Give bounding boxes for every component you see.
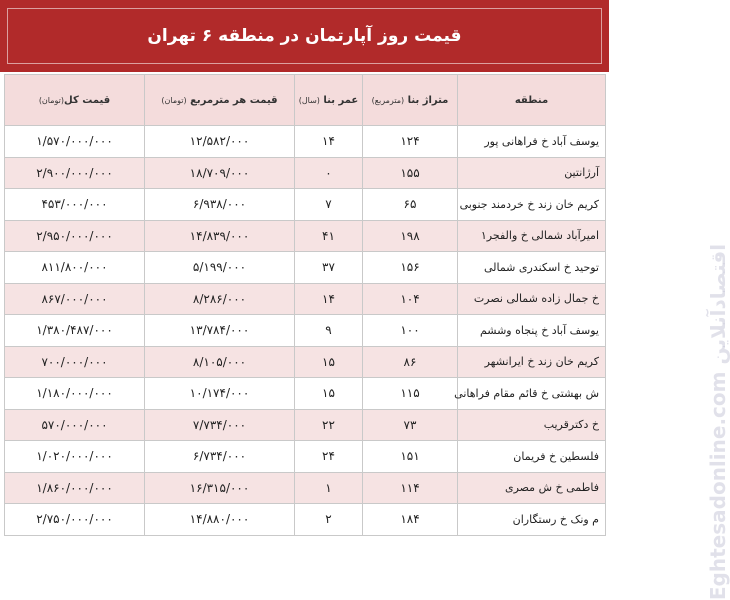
- cell-area: ۱۰۰: [363, 315, 458, 347]
- cell-region: فاطمی خ ش مصری: [458, 472, 606, 504]
- cell-area: ۱۵۶: [363, 252, 458, 284]
- header-region: منطقه: [458, 75, 606, 126]
- cell-area: ۱۱۵: [363, 378, 458, 410]
- cell-region: کریم خان زند خ ایرانشهر: [458, 346, 606, 378]
- cell-price-per-meter: ۱۴/۸۳۹/۰۰۰: [145, 220, 295, 252]
- cell-region: کریم خان زند خ خردمند جنوبی: [458, 189, 606, 221]
- cell-total-price: ۱/۱۸۰/۰۰۰/۰۰۰: [5, 378, 145, 410]
- price-table: [4, 74, 606, 536]
- cell-region: خ جمال زاده شمالی نصرت: [458, 283, 606, 315]
- title-frame: [7, 8, 602, 64]
- cell-age: ۲۴: [295, 441, 363, 473]
- header-price-per-meter: قیمت هر مترمربع (تومان): [145, 75, 295, 126]
- watermark: Eghtesadonline.com اقتصادآنلاین: [706, 243, 730, 600]
- cell-region: یوسف آباد خ فراهانی پور: [458, 126, 606, 158]
- cell-price-per-meter: ۱۰/۱۷۴/۰۰۰: [145, 378, 295, 410]
- cell-area: ۱۵۵: [363, 157, 458, 189]
- cell-age: ۳۷: [295, 252, 363, 284]
- cell-age: ۱۴: [295, 283, 363, 315]
- cell-area: ۸۶: [363, 346, 458, 378]
- cell-area: ۱۱۴: [363, 472, 458, 504]
- cell-price-per-meter: ۱۳/۷۸۴/۰۰۰: [145, 315, 295, 347]
- table-row: [5, 189, 606, 221]
- cell-region: امیرآباد شمالی خ والفجر۱: [458, 220, 606, 252]
- cell-price-per-meter: ۷/۷۳۴/۰۰۰: [145, 409, 295, 441]
- cell-age: ۴۱: [295, 220, 363, 252]
- table-row: [5, 378, 606, 410]
- cell-age: ۱۵: [295, 346, 363, 378]
- table-header-row: [5, 75, 606, 126]
- table-row: [5, 409, 606, 441]
- cell-price-per-meter: ۸/۱۰۵/۰۰۰: [145, 346, 295, 378]
- cell-area: ۱۸۴: [363, 504, 458, 536]
- cell-area: ۱۹۸: [363, 220, 458, 252]
- cell-total-price: ۷۰۰/۰۰۰/۰۰۰: [5, 346, 145, 378]
- cell-price-per-meter: ۶/۷۳۴/۰۰۰: [145, 441, 295, 473]
- cell-total-price: ۱/۰۲۰/۰۰۰/۰۰۰: [5, 441, 145, 473]
- cell-age: ۷: [295, 189, 363, 221]
- cell-total-price: ۸۱۱/۸۰۰/۰۰۰: [5, 252, 145, 284]
- header-age: عمر بنا (سال): [295, 75, 363, 126]
- cell-total-price: ۱/۳۸۰/۴۸۷/۰۰۰: [5, 315, 145, 347]
- table-row: [5, 315, 606, 347]
- cell-region: م ونک خ رستگاران: [458, 504, 606, 536]
- title-banner: [0, 0, 609, 72]
- cell-area: ۱۰۴: [363, 283, 458, 315]
- cell-price-per-meter: ۵/۱۹۹/۰۰۰: [145, 252, 295, 284]
- cell-total-price: ۵۷۰/۰۰۰/۰۰۰: [5, 409, 145, 441]
- cell-area: ۱۵۱: [363, 441, 458, 473]
- cell-region: یوسف آباد خ پنجاه وششم: [458, 315, 606, 347]
- cell-total-price: ۲/۹۰۰/۰۰۰/۰۰۰: [5, 157, 145, 189]
- table-row: [5, 157, 606, 189]
- cell-region: خ دکترقریب: [458, 409, 606, 441]
- header-area: متراژ بنا (مترمربع): [363, 75, 458, 126]
- table-row: [5, 346, 606, 378]
- header-total-price: قیمت کل(تومان): [5, 75, 145, 126]
- table-row: [5, 472, 606, 504]
- cell-price-per-meter: ۱۶/۳۱۵/۰۰۰: [145, 472, 295, 504]
- table-row: [5, 441, 606, 473]
- table-row: [5, 220, 606, 252]
- cell-price-per-meter: ۱۸/۷۰۹/۰۰۰: [145, 157, 295, 189]
- cell-total-price: ۱/۵۷۰/۰۰۰/۰۰۰: [5, 126, 145, 158]
- page-title: قیمت روز آپارتمان در منطقه ۶ تهران: [147, 26, 462, 46]
- cell-age: ۹: [295, 315, 363, 347]
- cell-age: ۲: [295, 504, 363, 536]
- cell-region: آرژانتین: [458, 157, 606, 189]
- cell-total-price: ۲/۷۵۰/۰۰۰/۰۰۰: [5, 504, 145, 536]
- cell-area: ۶۵: [363, 189, 458, 221]
- cell-price-per-meter: ۶/۹۳۸/۰۰۰: [145, 189, 295, 221]
- cell-total-price: ۲/۹۵۰/۰۰۰/۰۰۰: [5, 220, 145, 252]
- cell-region: توحید خ اسکندری شمالی: [458, 252, 606, 284]
- cell-total-price: ۴۵۳/۰۰۰/۰۰۰: [5, 189, 145, 221]
- cell-region: فلسطین خ فریمان: [458, 441, 606, 473]
- cell-area: ۱۲۴: [363, 126, 458, 158]
- cell-price-per-meter: ۸/۲۸۶/۰۰۰: [145, 283, 295, 315]
- cell-price-per-meter: ۱۲/۵۸۲/۰۰۰: [145, 126, 295, 158]
- cell-price-per-meter: ۱۴/۸۸۰/۰۰۰: [145, 504, 295, 536]
- cell-region: ش بهشتی خ قائم مقام فراهانی: [458, 378, 606, 410]
- cell-age: ۲۲: [295, 409, 363, 441]
- cell-age: ۱: [295, 472, 363, 504]
- cell-age: ۰: [295, 157, 363, 189]
- cell-total-price: ۸۶۷/۰۰۰/۰۰۰: [5, 283, 145, 315]
- cell-total-price: ۱/۸۶۰/۰۰۰/۰۰۰: [5, 472, 145, 504]
- cell-age: ۱۴: [295, 126, 363, 158]
- table-row: [5, 126, 606, 158]
- cell-area: ۷۳: [363, 409, 458, 441]
- table-row: [5, 504, 606, 536]
- table-row: [5, 283, 606, 315]
- table-body: [5, 126, 606, 536]
- table-row: [5, 252, 606, 284]
- cell-age: ۱۵: [295, 378, 363, 410]
